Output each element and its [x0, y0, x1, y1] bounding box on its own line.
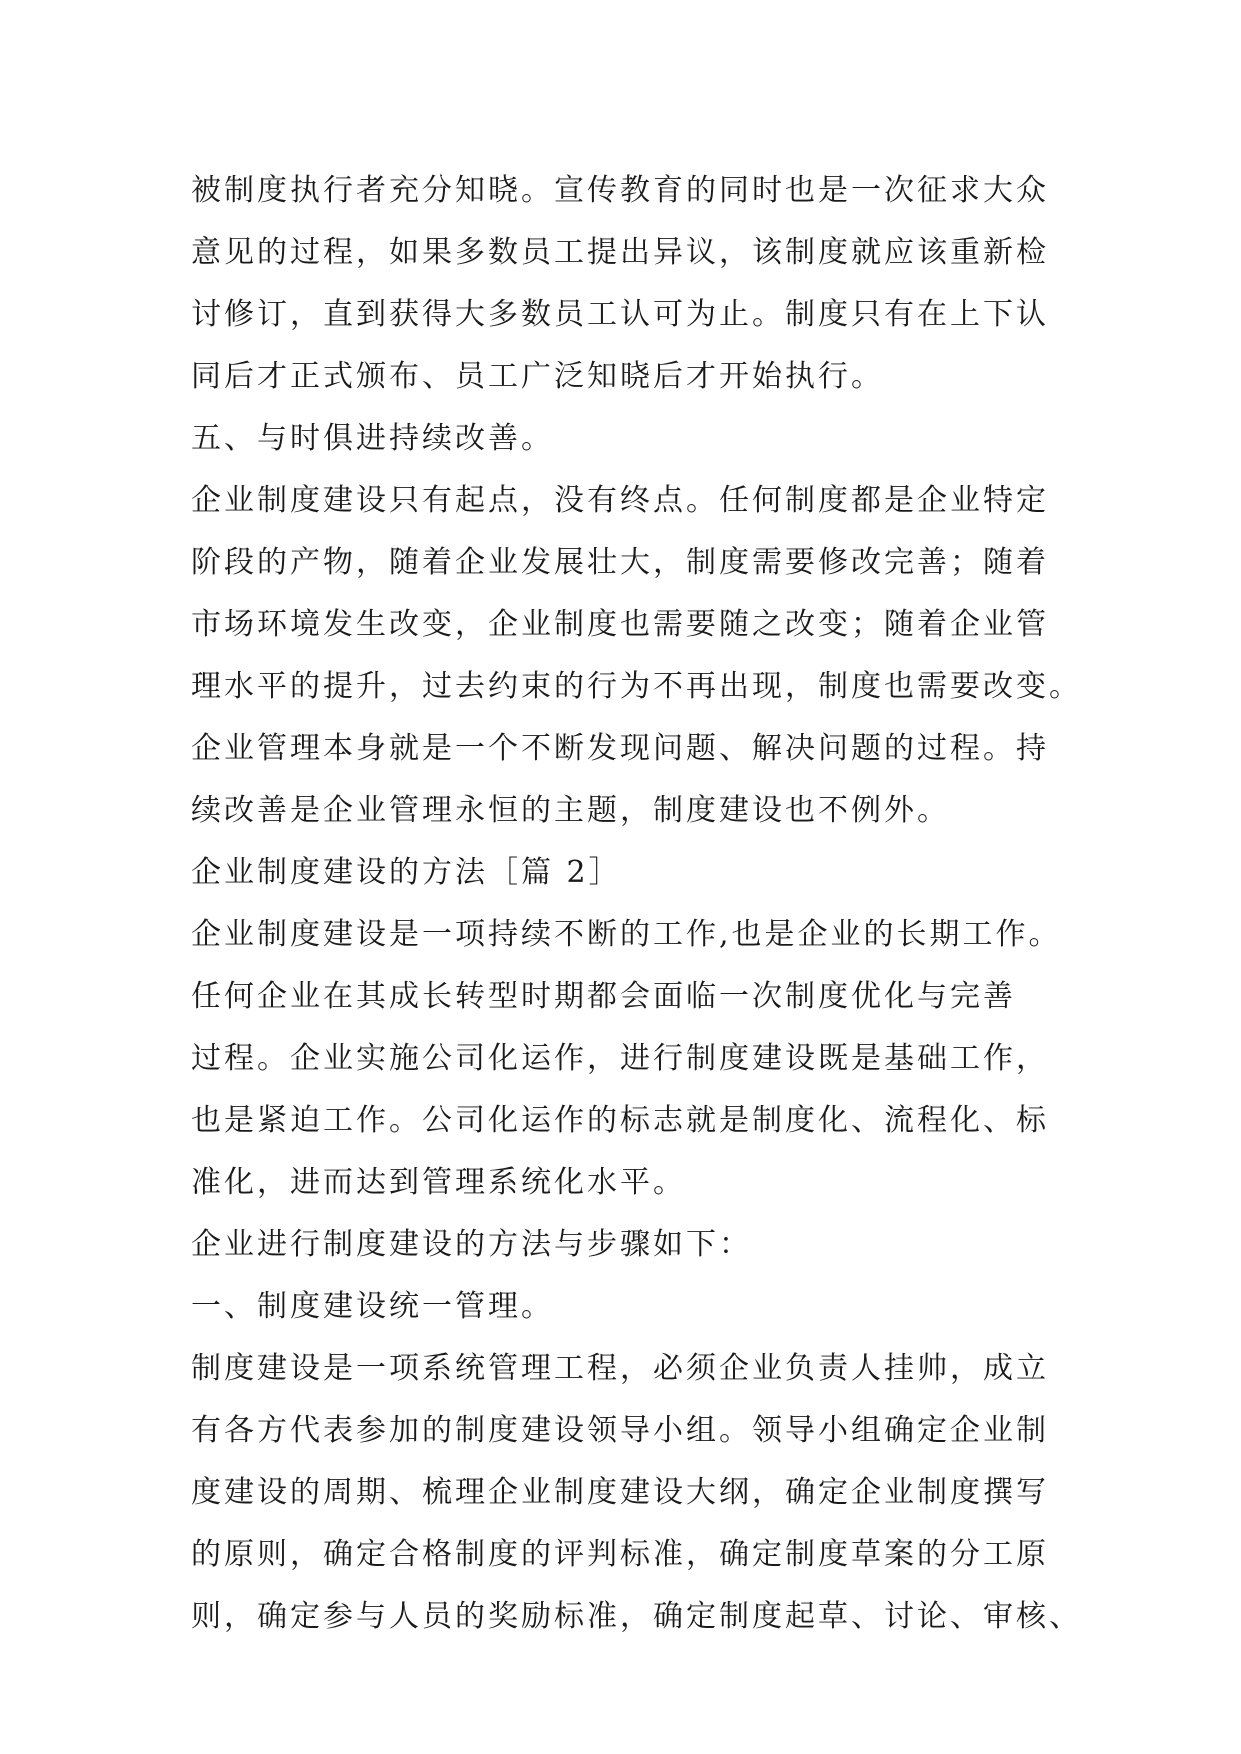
text-line: 讨修订，直到获得大多数员工认可为止。制度只有在上下认	[191, 297, 1049, 332]
text-line: 任何企业在其成长转型时期都会面临一次制度优化与完善	[191, 979, 1016, 1014]
text-line: 有各方代表参加的制度建设领导小组。领导小组确定企业制	[191, 1413, 1049, 1448]
body-text	[191, 160, 1082, 1648]
text-line: 续改善是企业管理永恒的主题，制度建设也不例外。	[191, 793, 950, 828]
text-line: 企业制度建设只有起点，没有终点。任何制度都是企业特定	[191, 483, 1049, 518]
text-line: 的原则，确定合格制度的评判标准，确定制度草案的分工原	[191, 1537, 1049, 1572]
text-line: 阶段的产物，随着企业发展壮大，制度需要修改完善；随着	[191, 545, 1049, 580]
text-line: 也是紧迫工作。公司化运作的标志就是制度化、流程化、标	[191, 1103, 1049, 1138]
text-line: 准化，进而达到管理系统化水平。	[191, 1165, 686, 1200]
section-heading: 一、制度建设统一管理。	[191, 1289, 554, 1324]
text-line: 被制度执行者充分知晓。宣传教育的同时也是一次征求大众	[191, 173, 1049, 208]
text-line: 度建设的周期、梳理企业制度建设大纲，确定企业制度撰写	[191, 1475, 1049, 1510]
text-line: 则，确定参与人员的奖励标准，确定制度起草、讨论、审核、	[191, 1599, 1082, 1634]
text-line: 同后才正式颁布、员工广泛知晓后才开始执行。	[191, 359, 884, 394]
text-line: 企业管理本身就是一个不断发现问题、解决问题的过程。持	[191, 731, 1049, 766]
section-heading: 五、与时俱进持续改善。	[191, 421, 554, 456]
text-line: 理水平的提升，过去约束的行为不再出现，制度也需要改变。	[191, 669, 1082, 704]
text-line: 企业进行制度建设的方法与步骤如下：	[191, 1227, 752, 1262]
text-line: 企业制度建设是一项持续不断的工作,也是企业的长期工作。	[191, 917, 1062, 952]
text-line: 市场环境发生改变，企业制度也需要随之改变；随着企业管	[191, 607, 1049, 642]
text-line: 过程。企业实施公司化运作，进行制度建设既是基础工作，	[191, 1041, 1049, 1076]
article-title: 企业制度建设的方法［篇 2］	[191, 855, 622, 890]
text-line: 制度建设是一项系统管理工程，必须企业负责人挂帅，成立	[191, 1351, 1049, 1386]
text-line: 意见的过程，如果多数员工提出异议，该制度就应该重新检	[191, 235, 1049, 270]
